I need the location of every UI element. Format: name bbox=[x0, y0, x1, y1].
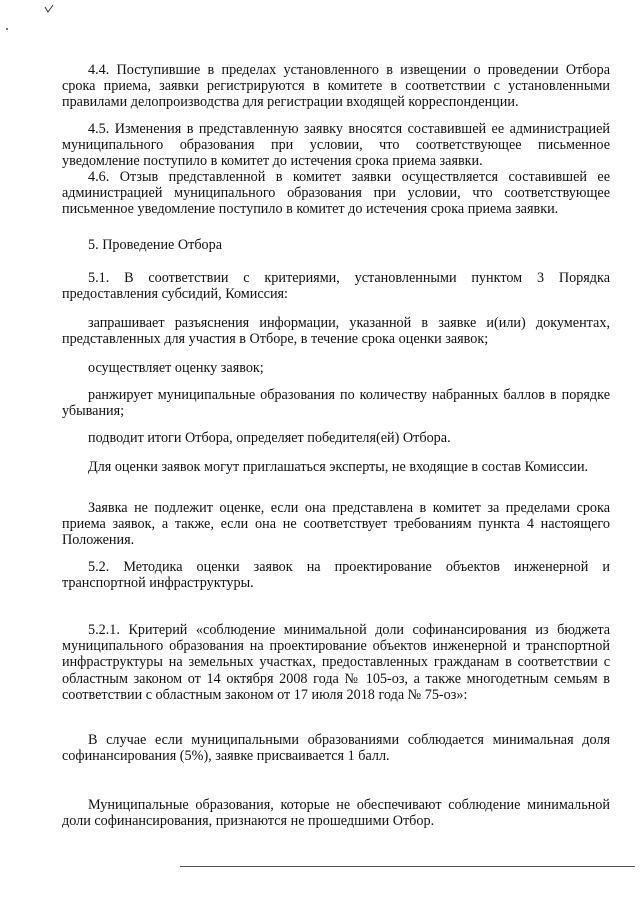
paragraph-4-6: 4.6. Отзыв представленной в комитет заявки осуществляется составившей ее администрацией муниципального образования при условии, что соответствующее письменное уведомление поступило в комитет до истечения срока приема заявки. bbox=[62, 169, 610, 218]
list-item-request: запрашивает разъяснения информации, указанной в заявке и(или) документах, представленных для участия в Отборе, в течение срока оценки заявок; bbox=[62, 315, 610, 348]
paragraph-4-5: 4.5. Изменения в представленную заявку вносятся составившей ее администрацией муниципального образования при условии, что соответствующее письменное уведомление поступило в комитет до истечения срока приема заявки. bbox=[62, 121, 610, 170]
list-item-evaluate: осуществляет оценку заявок; bbox=[88, 360, 264, 376]
paragraph-4-4: 4.4. Поступившие в пределах установленного в извещении о проведении Отбора срока приема, заявки регистрируются в комитете в соответствии с установленными правилами делопроизводства для регистрации входящей корреспонденции. bbox=[62, 62, 610, 111]
paragraph-case: В случае если муниципальными образованиями соблюдается минимальная доля софинансирования (5%), заявке присваивается 1 балл. bbox=[62, 732, 610, 765]
paragraph-5-1: 5.1. В соответствии с критериями, установленными пунктом 3 Порядка предоставления субсидий, Комиссия: bbox=[62, 270, 610, 303]
footer-line bbox=[180, 866, 635, 867]
paragraph-5-2-1: 5.2.1. Критерий «соблюдение минимальной доли софинансирования из бюджета муниципального образования на проектирование объектов инженерной и транспортной инфраструктуры на земельных участках, предоставленных гражданам в соответствии с областным законом от 14 октября 2008 года № 105-оз, а также многодетным семьям в соответствии с областным законом от 17 июля 2018 года № 75-оз»: bbox=[62, 622, 610, 703]
check-mark-icon bbox=[44, 4, 54, 14]
paragraph-experts: Для оценки заявок могут приглашаться эксперты, не входящие в состав Комиссии. bbox=[88, 459, 589, 475]
scan-dot bbox=[6, 28, 8, 30]
paragraph-5-2: 5.2. Методика оценки заявок на проектирование объектов инженерной и транспортной инфраструктуры. bbox=[62, 559, 610, 592]
list-item-rank: ранжирует муниципальные образования по количеству набранных баллов в порядке убывания; bbox=[62, 387, 610, 420]
paragraph-not-evaluated: Заявка не подлежит оценке, если она представлена в комитет за пределами срока приема заявок, а также, если она не соответствует требованиям пункта 4 настоящего Положения. bbox=[62, 500, 610, 549]
list-item-results: подводит итоги Отбора, определяет победителя(ей) Отбора. bbox=[88, 430, 451, 446]
paragraph-municipalities: Муниципальные образования, которые не обеспечивают соблюдение минимальной доли софинансирования, признаются не прошедшими Отбор. bbox=[62, 797, 610, 830]
section-heading-5: 5. Проведение Отбора bbox=[88, 237, 223, 253]
